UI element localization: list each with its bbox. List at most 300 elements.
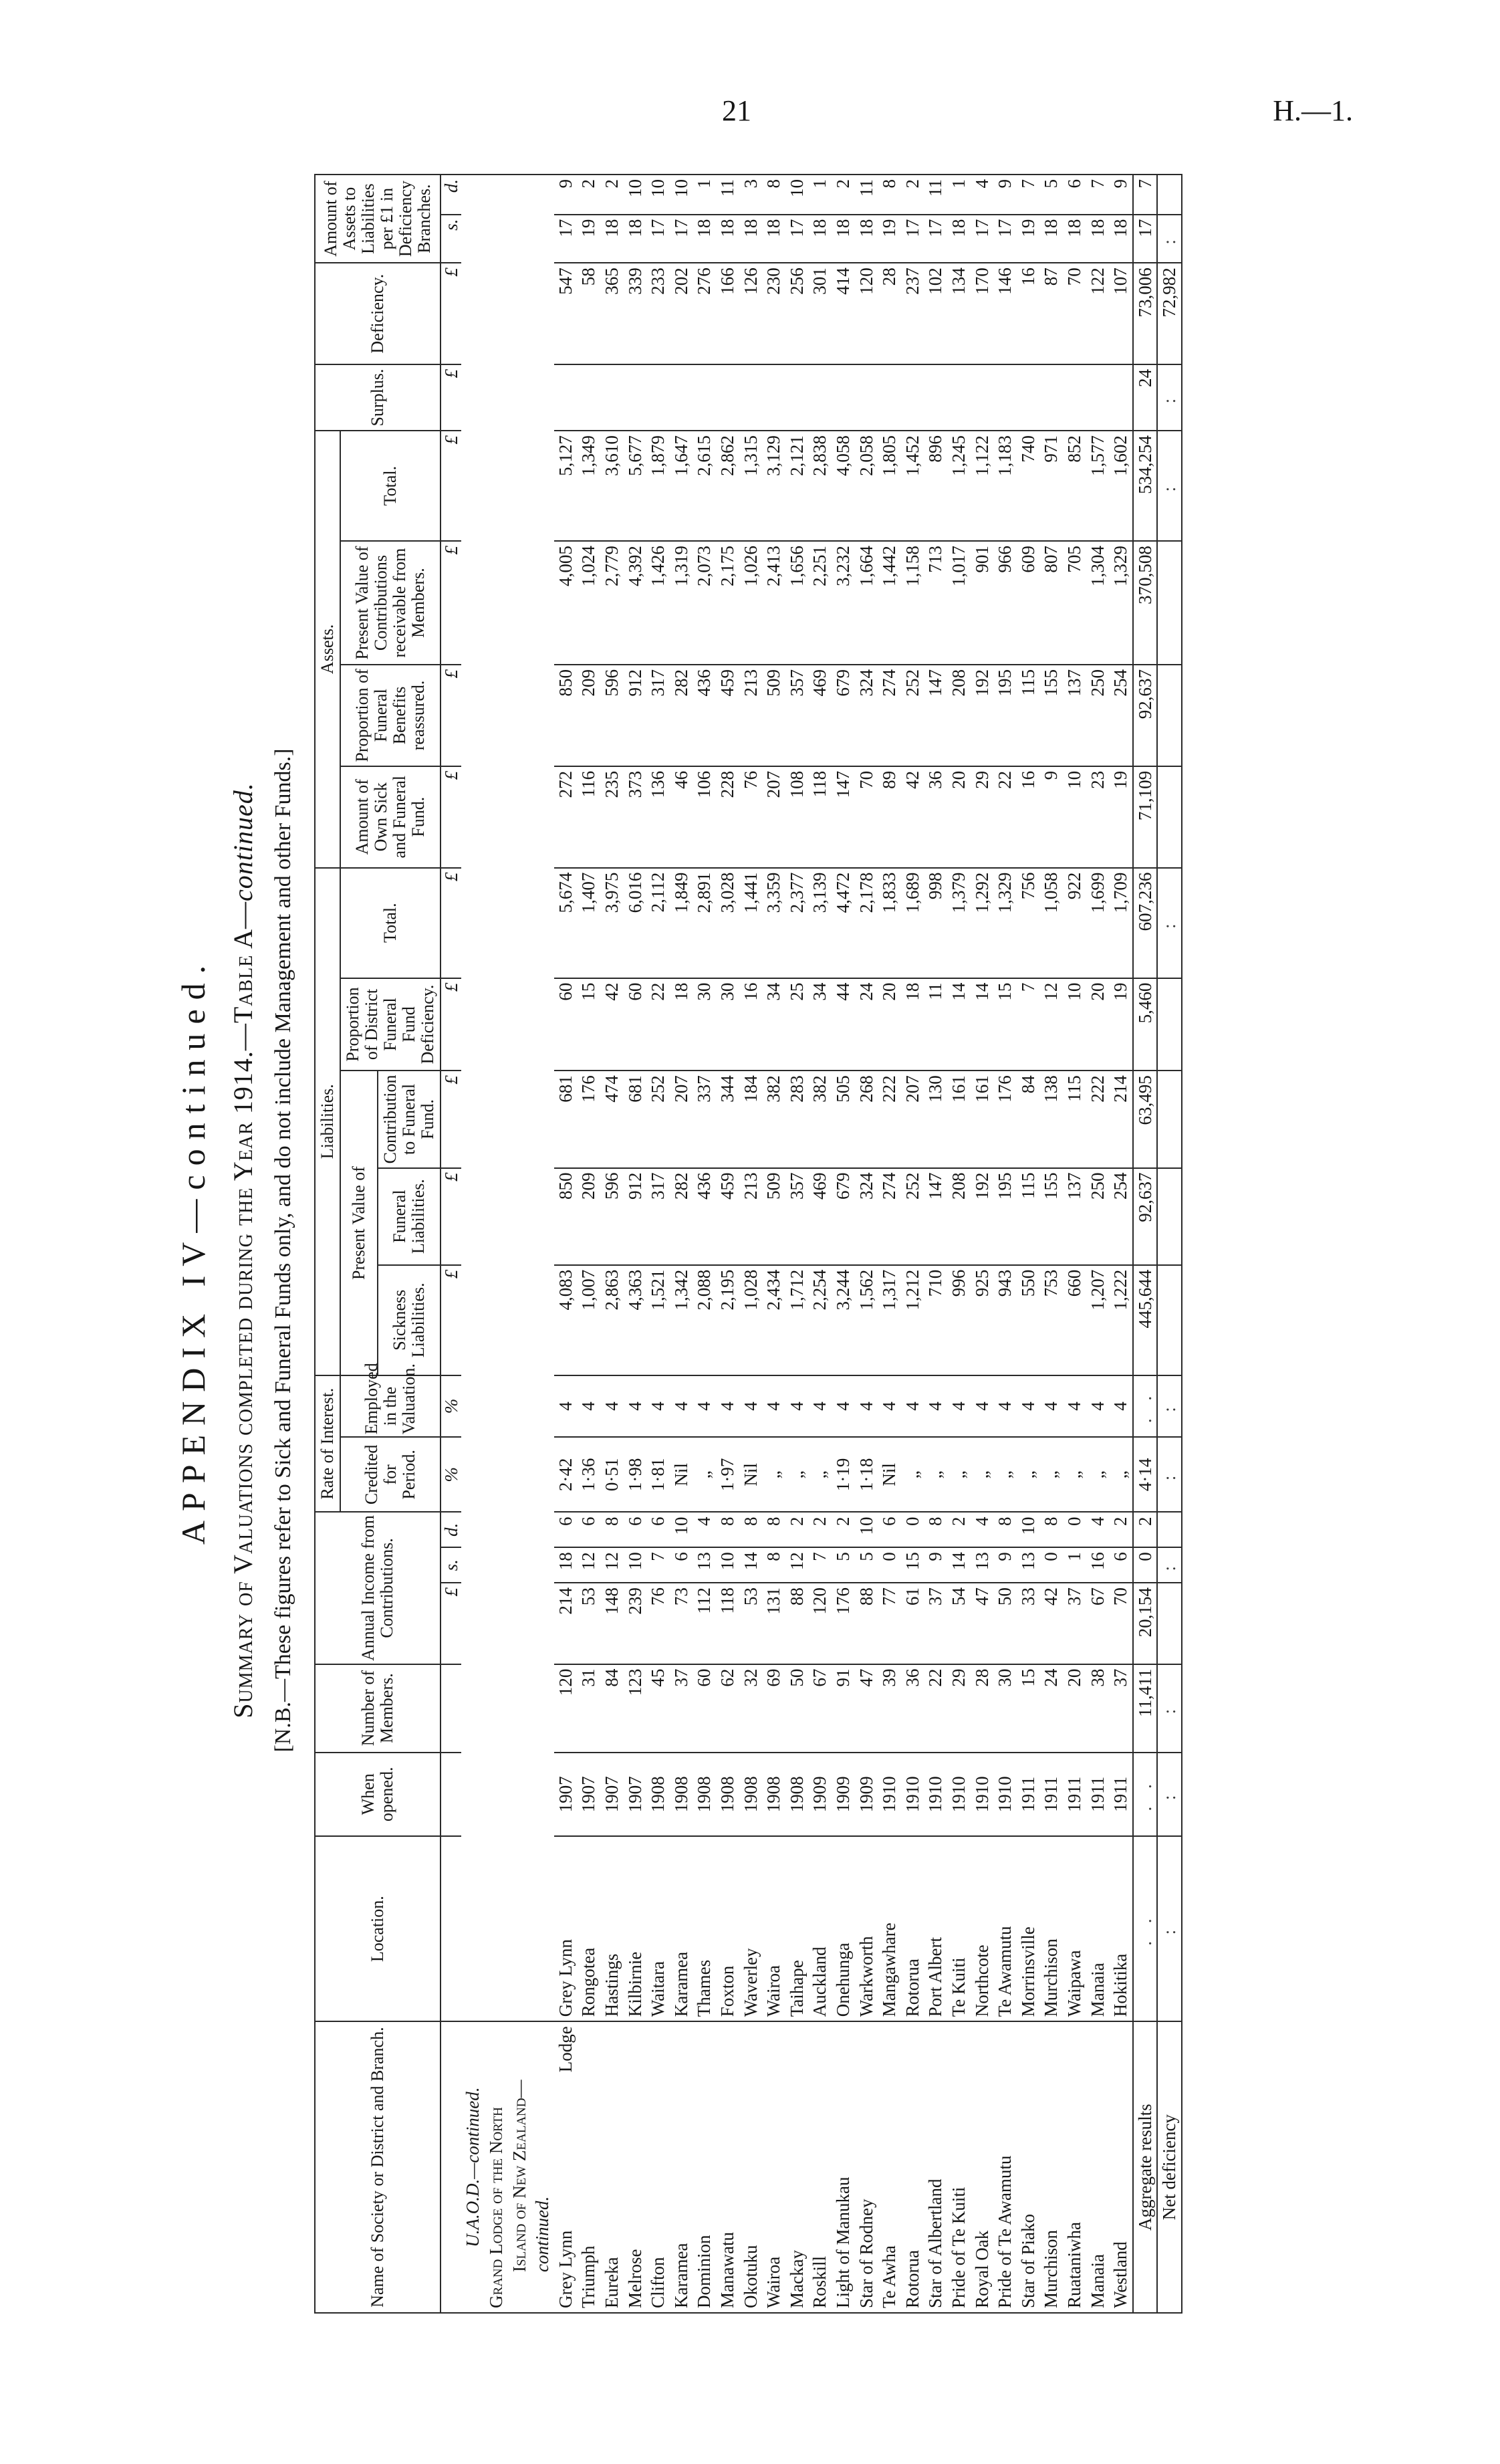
- cell-pvcontrib: 2,175: [716, 541, 739, 665]
- cell-district: 34: [808, 978, 832, 1071]
- cell-name: [577, 2021, 600, 2313]
- cell-own: 228: [716, 766, 739, 868]
- cell-atotal: 1,245: [947, 431, 971, 541]
- cell-rs: 18: [947, 215, 971, 263]
- branch-name: Star of Piako: [1017, 2214, 1038, 2308]
- lodge-word: Lodge: [555, 2026, 576, 2073]
- cell-members: 50: [785, 1664, 809, 1753]
- cell-atotal: 896: [924, 431, 947, 541]
- unit-ratio-shillings: s.: [441, 215, 461, 263]
- net-empty: [1157, 1583, 1182, 1664]
- cell-rd: 7: [1086, 175, 1110, 215]
- cell-members: 31: [577, 1664, 600, 1753]
- cell-contrib: 130: [924, 1071, 947, 1167]
- table-row: [947, 175, 971, 2313]
- cell-pvcontrib: 1,426: [646, 541, 670, 665]
- cell-contrib: 222: [1086, 1071, 1110, 1167]
- cell-reassured: 137: [1063, 665, 1086, 766]
- cell-opened: 1909: [855, 1753, 878, 1836]
- cell-employed: 4: [832, 1375, 855, 1437]
- cell-district: 25: [785, 978, 809, 1071]
- cell-funeral: 147: [924, 1168, 947, 1265]
- cell-sickness: 2,088: [693, 1265, 716, 1375]
- cell-pvcontrib: 1,656: [785, 541, 809, 665]
- col-members: Number of Members.: [315, 1664, 441, 1753]
- cell-opened: 1907: [600, 1753, 624, 1836]
- cell-deficiency: 122: [1086, 263, 1110, 364]
- cell-pvcontrib: 1,319: [670, 541, 693, 665]
- grand-lodge-line-2: Island of New Zealand—: [508, 2021, 531, 2313]
- cell-reassured: 213: [739, 665, 763, 766]
- col-name: Name of Society or District and Branch.: [315, 2021, 441, 2313]
- cell-funeral: 282: [670, 1168, 693, 1265]
- cell-district: 16: [739, 978, 763, 1071]
- col-deficiency: Deficiency.: [315, 263, 441, 364]
- cell-sickness: 3,244: [832, 1265, 855, 1375]
- cell-inc_l: 112: [693, 1583, 716, 1664]
- cell-sickness: 4,083: [554, 1265, 578, 1375]
- cell-district: 20: [878, 978, 901, 1071]
- cell-location: Karamea: [670, 1836, 693, 2021]
- group-society-row: [461, 175, 485, 2313]
- cell-rs: 18: [624, 215, 647, 263]
- cell-inc_s: 18: [554, 1547, 578, 1583]
- cell-members: 91: [832, 1664, 855, 1753]
- cell-credited: „: [947, 1437, 971, 1512]
- cell-surplus: [901, 364, 924, 431]
- cell-employed: 4: [716, 1375, 739, 1437]
- agg-inc_s: 0: [1133, 1547, 1158, 1583]
- branch-name: Roskill: [809, 2255, 830, 2308]
- col-proportion-reassured: Proportion of Funeral Benefits reassured.: [340, 665, 441, 766]
- cell-own: 106: [693, 766, 716, 868]
- cell-inc_d: 2: [808, 1512, 832, 1547]
- cell-district: 10: [1063, 978, 1086, 1071]
- cell-location: Hastings: [600, 1836, 624, 2021]
- cell-sickness: 1,207: [1086, 1265, 1110, 1375]
- unit-contrib-pound: £: [441, 1071, 461, 1167]
- cell-location: Rotorua: [901, 1836, 924, 2021]
- unit-pence: d.: [441, 1512, 461, 1547]
- cell-atotal: 1,879: [646, 431, 670, 541]
- society-name: U.A.O.D.—continued.: [461, 2021, 485, 2313]
- cell-ltotal: 1,329: [993, 868, 1017, 978]
- cell-own: 76: [739, 766, 763, 868]
- rotated-table-page: [160, 147, 1404, 2354]
- cell-rd: 9: [1109, 175, 1133, 215]
- cell-funeral: 436: [693, 1168, 716, 1265]
- cell-location: Waverley: [739, 1836, 763, 2021]
- agg-pvcontrib: 370,508: [1133, 541, 1158, 665]
- cell-inc_d: 10: [670, 1512, 693, 1547]
- cell-atotal: 1,647: [670, 431, 693, 541]
- cell-deficiency: 102: [924, 263, 947, 364]
- unit-district-pound: £: [441, 978, 461, 1071]
- cell-contrib: 207: [670, 1071, 693, 1167]
- branch-name: Mackay: [786, 2250, 807, 2308]
- cell-inc_l: 37: [924, 1583, 947, 1664]
- cell-members: 32: [739, 1664, 763, 1753]
- cell-members: 30: [993, 1664, 1017, 1753]
- cell-ltotal: 1,833: [878, 868, 901, 978]
- cell-surplus: [646, 364, 670, 431]
- filler-colon: :: [1157, 1836, 1182, 2021]
- cell-name: [670, 2021, 693, 2313]
- cell-reassured: 115: [1017, 665, 1040, 766]
- cell-atotal: 852: [1063, 431, 1086, 541]
- cell-opened: 1910: [993, 1753, 1017, 1836]
- cell-inc_s: 12: [577, 1547, 600, 1583]
- cell-inc_s: 6: [1109, 1547, 1133, 1583]
- branch-name: Star of Rodney: [856, 2199, 876, 2308]
- cell-inc_d: 8: [600, 1512, 624, 1547]
- cell-rd: 2: [901, 175, 924, 215]
- cell-inc_d: 6: [646, 1512, 670, 1547]
- col-assets-total: Total.: [340, 431, 441, 541]
- net-empty: [1157, 1265, 1182, 1375]
- cell-ltotal: 3,359: [762, 868, 785, 978]
- col-liab-total: Total.: [340, 868, 441, 978]
- cell-deficiency: 70: [1063, 263, 1086, 364]
- cell-employed: 4: [554, 1375, 578, 1437]
- cell-rs: 18: [716, 215, 739, 263]
- cell-deficiency: 126: [739, 263, 763, 364]
- cell-district: 22: [646, 978, 670, 1071]
- cell-inc_d: 4: [1086, 1512, 1110, 1547]
- cell-atotal: 1,452: [901, 431, 924, 541]
- filler-colon: :: [1157, 431, 1182, 541]
- cell-location: Grey Lynn: [554, 1836, 578, 2021]
- unit-ratio-pence: d.: [441, 175, 461, 215]
- cell-surplus: [1086, 364, 1110, 431]
- grand-lodge-line-1: Grand Lodge of the North: [485, 2021, 508, 2313]
- cell-credited: „: [901, 1437, 924, 1512]
- cell-surplus: [624, 364, 647, 431]
- cell-opened: 1910: [878, 1753, 901, 1836]
- cell-credited: 1·81: [646, 1437, 670, 1512]
- cell-inc_d: 0: [1063, 1512, 1086, 1547]
- branch-name: Wairoa: [763, 2256, 784, 2308]
- cell-opened: 1907: [554, 1753, 578, 1836]
- group-lodge-row-2: [508, 175, 531, 2313]
- cell-rd: 3: [739, 175, 763, 215]
- table-row: [808, 175, 832, 2313]
- cell-ltotal: 3,028: [716, 868, 739, 978]
- cell-surplus: [878, 364, 901, 431]
- cell-inc_l: 61: [901, 1583, 924, 1664]
- cell-credited: Nil: [739, 1437, 763, 1512]
- cell-members: 20: [1063, 1664, 1086, 1753]
- cell-sickness: 1,212: [901, 1265, 924, 1375]
- net-empty: [1157, 1071, 1182, 1167]
- cell-members: 36: [901, 1664, 924, 1753]
- col-liabilities: Liabilities.: [315, 868, 340, 1375]
- cell-inc_d: 8: [762, 1512, 785, 1547]
- cell-opened: 1910: [924, 1753, 947, 1836]
- cell-rd: 2: [577, 175, 600, 215]
- cell-surplus: [577, 364, 600, 431]
- filler-colon: :: [1157, 1547, 1182, 1583]
- cell-ltotal: 1,379: [947, 868, 971, 978]
- cell-name: [716, 2021, 739, 2313]
- cell-rs: 18: [739, 215, 763, 263]
- cell-atotal: 2,058: [855, 431, 878, 541]
- units-row: [441, 175, 461, 2313]
- cell-inc_d: 2: [785, 1512, 809, 1547]
- cell-ltotal: 1,849: [670, 868, 693, 978]
- cell-reassured: 912: [624, 665, 647, 766]
- cell-contrib: 222: [878, 1071, 901, 1167]
- cell-inc_l: 239: [624, 1583, 647, 1664]
- cell-surplus: [670, 364, 693, 431]
- cell-rs: 18: [693, 215, 716, 263]
- cell-rs: 18: [808, 215, 832, 263]
- cell-funeral: 115: [1017, 1168, 1040, 1265]
- cell-atotal: 3,610: [600, 431, 624, 541]
- cell-rd: 10: [785, 175, 809, 215]
- filler-colon: :: [1157, 1753, 1182, 1836]
- cell-inc_d: 2: [1109, 1512, 1133, 1547]
- cell-contrib: 176: [993, 1071, 1017, 1167]
- cell-district: 19: [1109, 978, 1133, 1071]
- cell-ltotal: 5,674: [554, 868, 578, 978]
- cell-funeral: 137: [1063, 1168, 1086, 1265]
- table-row: [577, 175, 600, 2313]
- cell-pvcontrib: 1,017: [947, 541, 971, 665]
- cell-inc_d: 8: [993, 1512, 1017, 1547]
- col-assets: Assets.: [315, 431, 340, 868]
- cell-inc_s: 14: [947, 1547, 971, 1583]
- cell-contrib: 268: [855, 1071, 878, 1167]
- cell-reassured: 147: [924, 665, 947, 766]
- branch-name: Star of Albertland: [925, 2178, 946, 2308]
- cell-ltotal: 2,178: [855, 868, 878, 978]
- cell-name: [1017, 2021, 1040, 2313]
- unit-pounds: £: [441, 1583, 461, 1664]
- cell-funeral: 679: [832, 1168, 855, 1265]
- cell-rs: 17: [670, 215, 693, 263]
- cell-pvcontrib: 1,329: [1109, 541, 1133, 665]
- cell-pvcontrib: 713: [924, 541, 947, 665]
- cell-sickness: 4,363: [624, 1265, 647, 1375]
- cell-funeral: 317: [646, 1168, 670, 1265]
- cell-credited: „: [808, 1437, 832, 1512]
- cell-atotal: 4,058: [832, 431, 855, 541]
- cell-contrib: 138: [1039, 1071, 1063, 1167]
- filler-colon: :: [1157, 1664, 1182, 1753]
- cell-name: [785, 2021, 809, 2313]
- cell-deficiency: 58: [577, 263, 600, 364]
- cell-rs: 19: [1017, 215, 1040, 263]
- cell-district: 14: [947, 978, 971, 1071]
- cell-rs: 18: [600, 215, 624, 263]
- cell-location: Hokitika: [1109, 1836, 1133, 2021]
- cell-location: Wairoa: [762, 1836, 785, 2021]
- cell-inc_s: 5: [832, 1547, 855, 1583]
- cell-name: [947, 2021, 971, 2313]
- cell-inc_l: 148: [600, 1583, 624, 1664]
- cell-deficiency: 233: [646, 263, 670, 364]
- cell-pvcontrib: 966: [993, 541, 1017, 665]
- cell-sickness: 753: [1039, 1265, 1063, 1375]
- cell-rs: 17: [785, 215, 809, 263]
- cell-contrib: 84: [1017, 1071, 1040, 1167]
- cell-inc_d: 8: [716, 1512, 739, 1547]
- cell-atotal: 2,862: [716, 431, 739, 541]
- cell-contrib: 505: [832, 1071, 855, 1167]
- cell-inc_d: 10: [1017, 1512, 1040, 1547]
- cell-pvcontrib: 4,005: [554, 541, 578, 665]
- filler-colon: :: [1157, 1375, 1182, 1437]
- cell-reassured: 679: [832, 665, 855, 766]
- cell-atotal: 1,122: [971, 431, 994, 541]
- col-location: Location.: [315, 1836, 441, 2021]
- cell-own: 235: [600, 766, 624, 868]
- cell-location: Kilbirnie: [624, 1836, 647, 2021]
- valuation-table: [314, 174, 1182, 2314]
- cell-inc_s: 0: [878, 1547, 901, 1583]
- cell-credited: „: [1017, 1437, 1040, 1512]
- cell-surplus: [855, 364, 878, 431]
- cell-funeral: 596: [600, 1168, 624, 1265]
- net-empty: [1157, 665, 1182, 766]
- cell-ltotal: 756: [1017, 868, 1040, 978]
- cell-funeral: 912: [624, 1168, 647, 1265]
- table-row: [1086, 175, 1110, 2313]
- cell-inc_s: 12: [600, 1547, 624, 1583]
- unit-own-pound: £: [441, 766, 461, 868]
- cell-ltotal: 1,441: [739, 868, 763, 978]
- cell-rs: 19: [577, 215, 600, 263]
- cell-name: [1039, 2021, 1063, 2313]
- cell-credited: „: [993, 1437, 1017, 1512]
- cell-credited: 2·42: [554, 1437, 578, 1512]
- cell-opened: 1908: [670, 1753, 693, 1836]
- cell-employed: 4: [855, 1375, 878, 1437]
- cell-rs: 17: [971, 215, 994, 263]
- cell-deficiency: 256: [785, 263, 809, 364]
- cell-contrib: 382: [762, 1071, 785, 1167]
- cell-rd: 10: [624, 175, 647, 215]
- cell-location: Taihape: [785, 1836, 809, 2021]
- cell-deficiency: 276: [693, 263, 716, 364]
- table-row: [924, 175, 947, 2313]
- cell-inc_s: 16: [1086, 1547, 1110, 1583]
- net-empty: [1157, 541, 1182, 665]
- cell-pvcontrib: 1,664: [855, 541, 878, 665]
- cell-inc_d: 6: [577, 1512, 600, 1547]
- cell-location: Onehunga: [832, 1836, 855, 2021]
- cell-sickness: 2,434: [762, 1265, 785, 1375]
- cell-rs: 19: [878, 215, 901, 263]
- unit-employed-percent: %: [441, 1375, 461, 1437]
- cell-own: 89: [878, 766, 901, 868]
- agg-sickness: 445,644: [1133, 1265, 1158, 1375]
- cell-pvcontrib: 1,158: [901, 541, 924, 665]
- cell-inc_l: 37: [1063, 1583, 1086, 1664]
- cell-opened: 1910: [901, 1753, 924, 1836]
- cell-own: 46: [670, 766, 693, 868]
- cell-rd: 8: [878, 175, 901, 215]
- cell-rs: 17: [993, 215, 1017, 263]
- cell-opened: 1907: [577, 1753, 600, 1836]
- unit-reassured-pound: £: [441, 665, 461, 766]
- unit-surplus-pound: £: [441, 364, 461, 431]
- cell-inc_l: 70: [1109, 1583, 1133, 1664]
- cell-inc_l: 76: [646, 1583, 670, 1664]
- cell-pvcontrib: 3,232: [832, 541, 855, 665]
- agg-surplus: 24: [1133, 364, 1158, 431]
- agg-deficiency: 73,006: [1133, 263, 1158, 364]
- cell-deficiency: 146: [993, 263, 1017, 364]
- cell-own: 70: [855, 766, 878, 868]
- cell-contrib: 283: [785, 1071, 809, 1167]
- cell-sickness: 1,521: [646, 1265, 670, 1375]
- cell-members: 62: [716, 1664, 739, 1753]
- cell-inc_s: 14: [739, 1547, 763, 1583]
- cell-sickness: 1,342: [670, 1265, 693, 1375]
- cell-employed: 4: [1109, 1375, 1133, 1437]
- col-proportion-district: Proportion of District Funeral Fund Deficiency.: [340, 978, 441, 1071]
- cell-surplus: [947, 364, 971, 431]
- cell-surplus: [785, 364, 809, 431]
- cell-ltotal: 998: [924, 868, 947, 978]
- cell-employed: 4: [693, 1375, 716, 1437]
- appendix-title: APPENDIX IV—continued.: [174, 956, 212, 1545]
- cell-rs: 18: [1086, 215, 1110, 263]
- cell-deficiency: 301: [808, 263, 832, 364]
- cell-pvcontrib: 1,304: [1086, 541, 1110, 665]
- table-row: [1017, 175, 1040, 2313]
- cell-reassured: 192: [971, 665, 994, 766]
- cell-ltotal: 3,139: [808, 868, 832, 978]
- cell-members: 15: [1017, 1664, 1040, 1753]
- table-row: [971, 175, 994, 2313]
- cell-employed: 4: [785, 1375, 809, 1437]
- col-amount-per-pound: Amount of Assets to Liabilities per £1 in Deficiency Branches.: [315, 175, 441, 263]
- cell-opened: 1911: [1086, 1753, 1110, 1836]
- cell-rd: 2: [600, 175, 624, 215]
- aggregate-row: [1133, 175, 1158, 2313]
- cell-inc_l: 77: [878, 1583, 901, 1664]
- branch-name: Eureka: [602, 2257, 622, 2308]
- cell-contrib: 207: [901, 1071, 924, 1167]
- cell-deficiency: 87: [1039, 263, 1063, 364]
- cell-surplus: [924, 364, 947, 431]
- branch-name: Grey Lynn: [555, 2230, 576, 2308]
- col-rate-of-interest: Rate of Interest.: [315, 1375, 340, 1513]
- net-empty: [1157, 1168, 1182, 1265]
- cell-members: 120: [554, 1664, 578, 1753]
- cell-deficiency: 28: [878, 263, 901, 364]
- cell-district: 18: [670, 978, 693, 1071]
- branch-name: Pride of Te Kuiti: [948, 2187, 969, 2308]
- agg-reassured: 92,637: [1133, 665, 1158, 766]
- cell-inc_s: 0: [1039, 1547, 1063, 1583]
- cell-funeral: 850: [554, 1168, 578, 1265]
- cell-employed: 4: [739, 1375, 763, 1437]
- cell-surplus: [554, 364, 578, 431]
- cell-surplus: [832, 364, 855, 431]
- cell-own: 20: [947, 766, 971, 868]
- cell-reassured: 209: [577, 665, 600, 766]
- cell-contrib: 161: [971, 1071, 994, 1167]
- table-row: [993, 175, 1017, 2313]
- agg-atotal: 534,254: [1133, 431, 1158, 541]
- cell-rd: 9: [993, 175, 1017, 215]
- cell-name: [646, 2021, 670, 2313]
- cell-district: 34: [762, 978, 785, 1071]
